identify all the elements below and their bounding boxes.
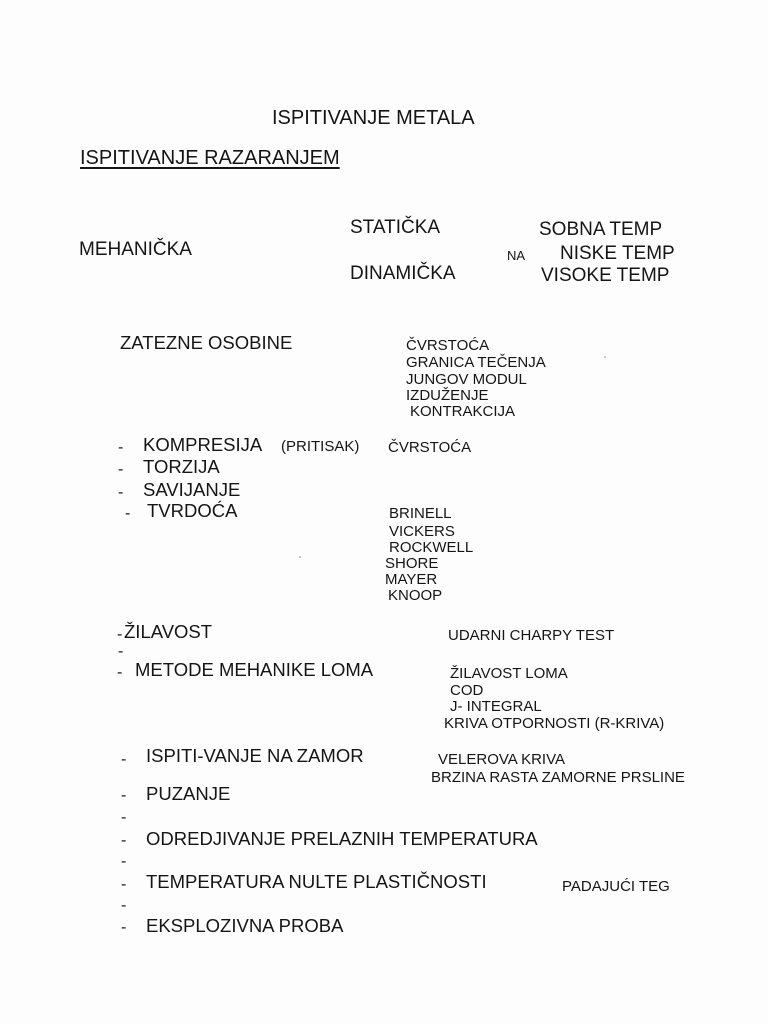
- list-dash: -: [117, 664, 123, 681]
- hardness-method: SHORE: [385, 555, 439, 572]
- tensile-property: JUNGOV MODUL: [406, 371, 527, 388]
- hardness-method: BRINELL: [389, 505, 452, 522]
- category-label: MEHANIČKA: [79, 239, 192, 260]
- creep-label: PUZANJE: [146, 783, 231, 804]
- transition-label: ODREDJIVANJE PRELAZNIH TEMPERATURA: [146, 828, 538, 849]
- list-dash: -: [121, 876, 127, 893]
- list-dash: -: [121, 751, 127, 768]
- list-dash: -: [118, 439, 124, 456]
- scan-speck: [604, 356, 606, 358]
- list-dash: -: [121, 853, 127, 870]
- temperature-low: NISKE TEMP: [560, 243, 675, 264]
- temperature-room: SOBNA TEMP: [539, 219, 663, 240]
- list-dash: -: [118, 484, 124, 501]
- list-dash: -: [121, 919, 127, 936]
- list-dash: -: [121, 897, 127, 914]
- nil-ductility-label: TEMPERATURA NULTE PLASTIČNOSTI: [146, 871, 487, 892]
- page-subtitle: ISPITIVANJE RAZARANJEM: [80, 147, 340, 169]
- toughness-label: ŽILAVOST: [124, 621, 213, 642]
- bending-label: SAVIJANJE: [143, 479, 241, 500]
- list-dash: -: [121, 809, 127, 826]
- list-dash: -: [125, 505, 131, 522]
- fatigue-method: VELEROVA KRIVA: [438, 751, 565, 768]
- list-dash: -: [118, 643, 124, 660]
- fracture-label: METODE MEHANIKE LOMA: [135, 659, 374, 680]
- tensile-property: IZDUŽENJE: [406, 387, 489, 404]
- hardness-label: TVRDOĆA: [147, 500, 238, 521]
- compression-label: KOMPRESIJA: [143, 434, 263, 455]
- list-dash: -: [121, 832, 127, 849]
- hardness-method: KNOOP: [388, 587, 443, 604]
- temperature-high: VISOKE TEMP: [541, 265, 670, 286]
- tensile-property: KONTRAKCIJA: [410, 403, 516, 420]
- fracture-method: KRIVA OTPORNOSTI (R-KRIVA): [444, 715, 665, 732]
- fatigue-method: BRZINA RASTA ZAMORNE PRSLINE: [431, 769, 685, 786]
- connector-label: NA: [507, 248, 526, 263]
- hardness-method: ROCKWELL: [389, 539, 474, 556]
- tensile-property: ČVRSTOĆA: [406, 337, 490, 354]
- tensile-property: GRANICA TEČENJA: [406, 354, 546, 371]
- list-dash: -: [118, 461, 124, 478]
- fracture-method: J- INTEGRAL: [450, 698, 542, 715]
- torsion-label: TORZIJA: [143, 456, 220, 477]
- compression-note: (PRITISAK): [281, 438, 360, 455]
- static-label: STATIČKA: [350, 217, 441, 238]
- compression-property: ČVRSTOĆA: [388, 439, 472, 456]
- explosion-label: EKSPLOZIVNA PROBA: [146, 915, 344, 936]
- page-title: ISPITIVANJE METALA: [272, 107, 475, 129]
- fatigue-label: ISPITI-VANJE NA ZAMOR: [146, 745, 364, 766]
- hardness-method: VICKERS: [389, 523, 455, 540]
- dynamic-label: DINAMIČKA: [350, 263, 456, 284]
- nil-ductility-test: PADAJUĆI TEG: [562, 878, 670, 895]
- fracture-method: COD: [450, 682, 484, 699]
- list-dash: -: [117, 626, 123, 643]
- fracture-method: ŽILAVOST LOMA: [450, 665, 568, 682]
- toughness-test: UDARNI CHARPY TEST: [448, 627, 615, 644]
- scan-speck: [299, 556, 301, 558]
- list-dash: -: [121, 787, 127, 804]
- hardness-method: MAYER: [385, 571, 438, 588]
- tensile-label: ZATEZNE OSOBINE: [120, 332, 293, 353]
